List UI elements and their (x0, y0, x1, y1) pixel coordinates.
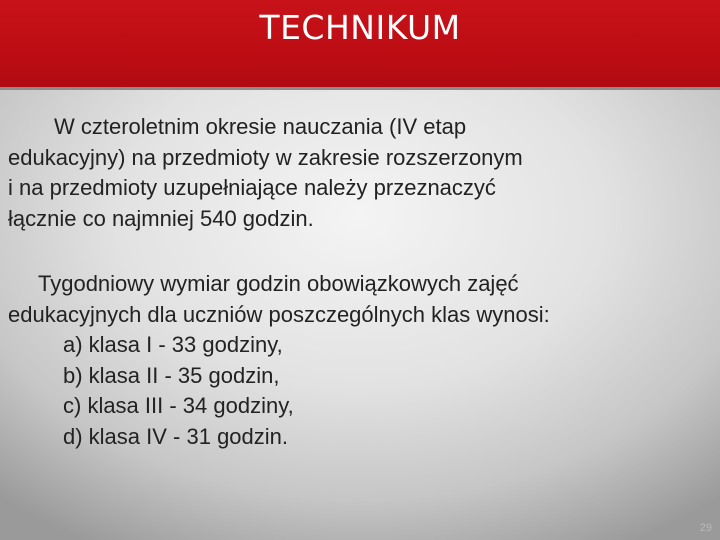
slide-content (8, 112, 714, 452)
paragraph-line: edukacyjny) na przedmioty w zakresie rozszerzonym (8, 144, 523, 170)
paragraph-hours-total (8, 112, 714, 234)
list-item-class-2: b) klasa II - 35 godzin, (63, 362, 280, 388)
paragraph-line: W czteroletnim okresie nauczania (IV etap (54, 114, 467, 139)
paragraph-line: łącznie co najmniej 540 godzin. (8, 205, 314, 231)
slide-number: 29 (699, 522, 712, 534)
paragraph-weekly-hours (8, 269, 714, 452)
list-item-class-3: c) klasa III - 34 godziny, (63, 393, 294, 418)
slide-title: TECHNIKUM (259, 8, 461, 47)
list-item-class-4: d) klasa IV - 31 godzin. (63, 423, 289, 449)
list-item-class-1: a) klasa I - 33 godziny, (63, 332, 283, 357)
title-bar (0, 0, 720, 90)
paragraph-line: i na przedmioty uzupełniające należy przeznaczyć (8, 175, 496, 200)
paragraph-line: Tygodniowy wymiar godzin obowiązkowych zajęć (38, 271, 519, 296)
paragraph-line: edukacyjnych dla uczniów poszczególnych klas wynosi: (8, 301, 550, 327)
